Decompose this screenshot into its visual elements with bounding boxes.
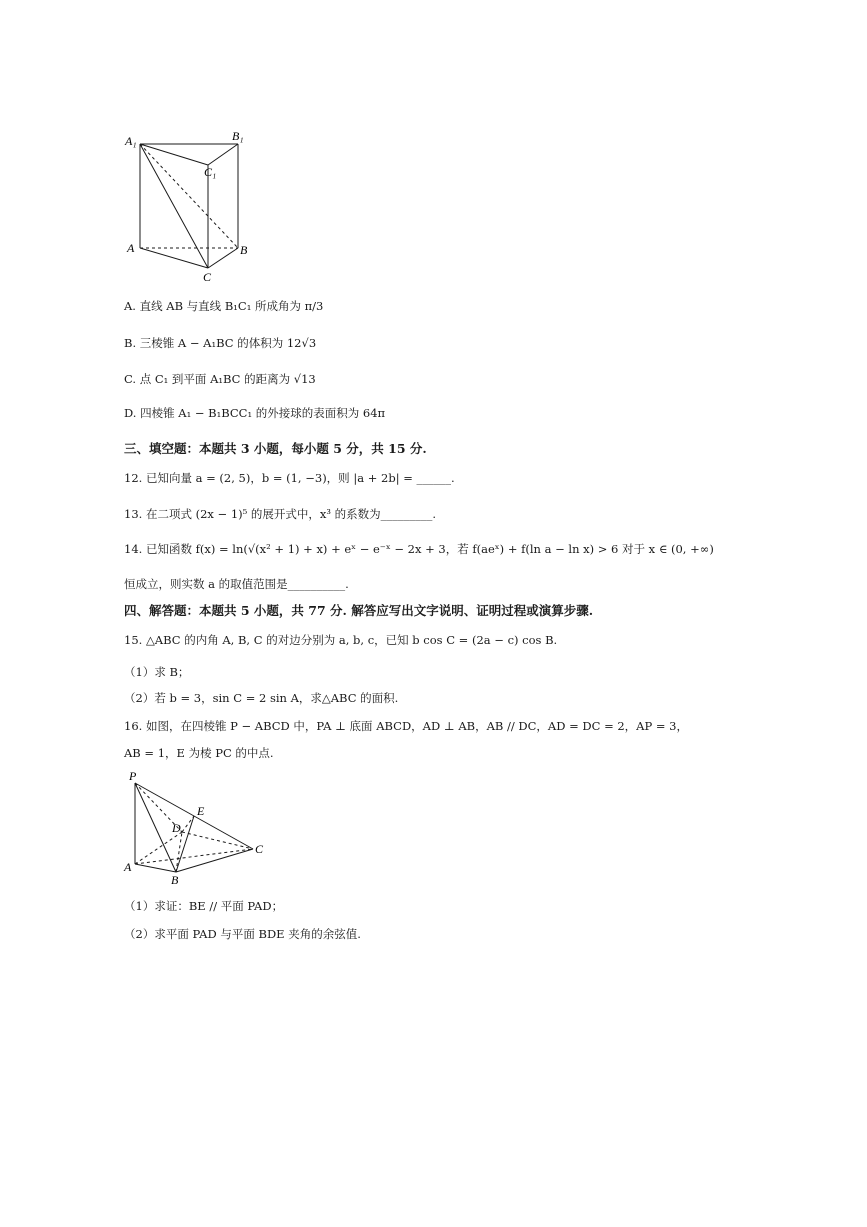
- section4-heading: 四、解答题：本题共 5 小题，共 77 分. 解答应写出文字说明、证明过程或演算步骤.: [124, 603, 594, 618]
- section3-heading: 三、填空题：本题共 3 小题，每小题 5 分，共 15 分.: [124, 441, 427, 456]
- question-13: 13. 在二项式 (2x − 1)⁵ 的展开式中，x³ 的系数为_________.: [124, 507, 437, 521]
- question-15-part2: （2）若 b = 3，sin C = 2 sin A，求△ABC 的面积.: [124, 691, 399, 705]
- label-a: A: [127, 241, 135, 255]
- question-16-line2: AB = 1，E 为棱 PC 的中点.: [124, 746, 274, 760]
- label-d: D: [172, 821, 181, 835]
- option-c: C. 点 C₁ 到平面 A₁BC 的距离为 √13: [124, 372, 316, 386]
- label-c: C: [203, 270, 212, 283]
- label-a-pyramid: A: [124, 860, 132, 874]
- label-b: B: [240, 243, 248, 257]
- question-14-line1: 14. 已知函数 f(x) = ln(√(x² + 1) + x) + eˣ − e⁻ˣ − 2x + 3，若 f(aeˣ) + f(ln a − ln x) > 6 对于 x ∈ (0, +∞): [124, 542, 714, 556]
- question-12: 12. 已知向量 a = (2, 5)，b = (1, −3)，则 |a + 2b| = ______.: [124, 471, 455, 485]
- pyramid-figure: [120, 768, 270, 886]
- label-e: E: [197, 804, 205, 818]
- label-b-pyramid: B: [171, 873, 179, 886]
- prism-figure: [120, 128, 260, 283]
- question-16-part2: （2）求平面 PAD 与平面 BDE 夹角的余弦值.: [124, 927, 361, 941]
- question-16-line1: 16. 如图，在四棱锥 P − ABCD 中，PA ⊥ 底面 ABCD，AD ⊥ AB，AB // DC，AD = DC = 2，AP = 3，: [124, 719, 688, 733]
- question-15-part1: （1）求 B；: [124, 665, 190, 679]
- label-b1: B₁: [232, 129, 244, 143]
- option-a: A. 直线 AB 与直线 B₁C₁ 所成角为 π/3: [124, 299, 324, 313]
- label-a1: A₁: [125, 134, 137, 148]
- option-b: B. 三棱锥 A − A₁BC 的体积为 12√3: [124, 336, 317, 350]
- label-c1: C₁: [204, 165, 217, 179]
- question-15: 15. △ABC 的内角 A, B, C 的对边分别为 a, b, c，已知 b cos C = (2a − c) cos B.: [124, 633, 558, 647]
- question-14-line2: 恒成立，则实数 a 的取值范围是__________.: [124, 577, 349, 591]
- question-16-part1: （1）求证：BE // 平面 PAD；: [124, 899, 284, 913]
- label-p: P: [129, 769, 137, 783]
- option-d: D. 四棱锥 A₁ − B₁BCC₁ 的外接球的表面积为 64π: [124, 406, 386, 420]
- label-c-pyramid: C: [255, 842, 264, 856]
